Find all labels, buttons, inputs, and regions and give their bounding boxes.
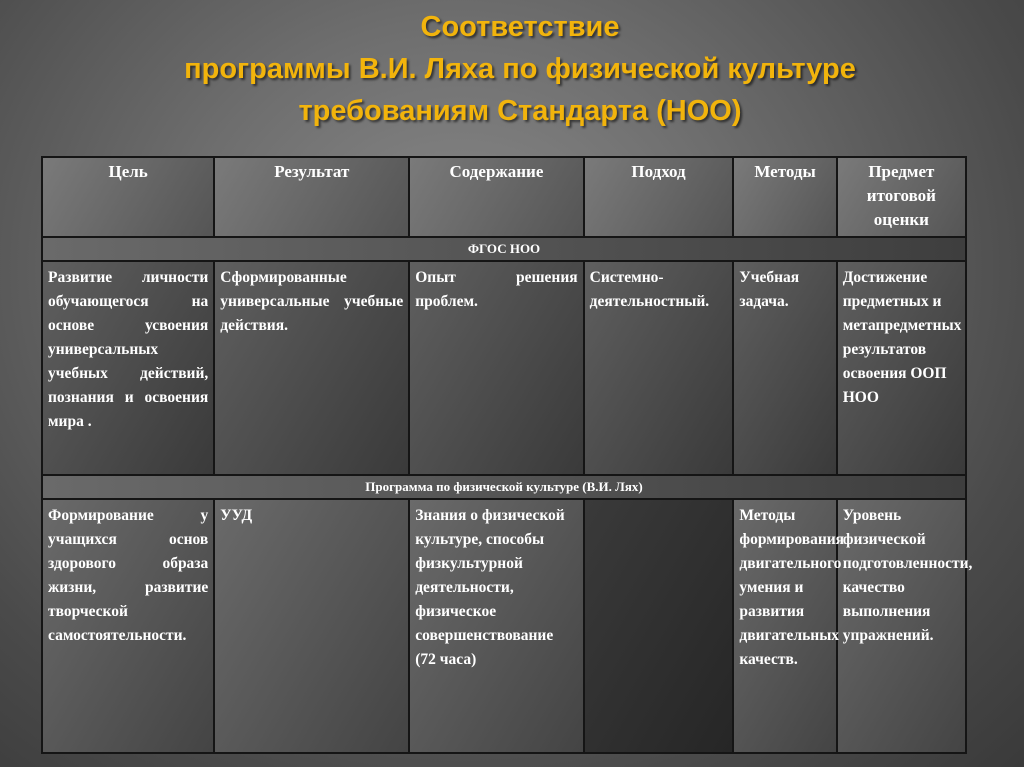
- table-cell: Знания о физической культуре, способы физкультурной деятельности, физическое совершенствование (72 часа): [409, 499, 583, 753]
- header-approach: Подход: [584, 157, 734, 237]
- table-cell: Уровень физической подготовленности, качество выполнения упражнений.: [837, 499, 966, 753]
- table-cell: Системно-деятельностный.: [584, 261, 734, 475]
- table-row-fgos: [42, 261, 966, 475]
- table-cell: Развитие личности обучающегося на основе усвоения универсальных учебных действий, познания и освоения мира .: [42, 261, 214, 475]
- table-cell: Методы формирования двигательного умения и развития двигательных качеств.: [733, 499, 836, 753]
- section-label-program: Программа по физической культуре (В.И. Лях): [42, 475, 966, 499]
- section-row-program: [42, 475, 966, 499]
- table-cell: Опыт решения проблем.: [409, 261, 583, 475]
- header-goal: Цель: [42, 157, 214, 237]
- table-cell: Учебная задача.: [733, 261, 836, 475]
- header-result: Результат: [214, 157, 409, 237]
- table-cell: Формирование у учащихся основ здорового образа жизни, развитие творческой самостоятельности.: [42, 499, 214, 753]
- section-row-fgos: [42, 237, 966, 261]
- title-line-2: программы В.И. Ляха по физической культуре: [184, 53, 856, 85]
- table-row-program: [42, 499, 966, 753]
- header-assessment: Предмет итоговой оценки: [837, 157, 966, 237]
- header-methods: Методы: [733, 157, 836, 237]
- comparison-table: [41, 156, 973, 754]
- table-cell: Сформированные универсальные учебные действия.: [214, 261, 409, 475]
- section-label-fgos: ФГОС НОО: [42, 237, 966, 261]
- table-cell-empty: [584, 499, 734, 753]
- table-header-row: [42, 157, 966, 237]
- table-cell: Достижение предметных и метапредметных результатов освоения ООП НОО: [837, 261, 966, 475]
- table-cell: УУД: [214, 499, 409, 753]
- title-line-3: требованиям Стандарта (НОО): [298, 95, 742, 127]
- title-line-1: Соответствие: [420, 11, 620, 43]
- header-content: Содержание: [409, 157, 583, 237]
- slide-title: [80, 6, 960, 132]
